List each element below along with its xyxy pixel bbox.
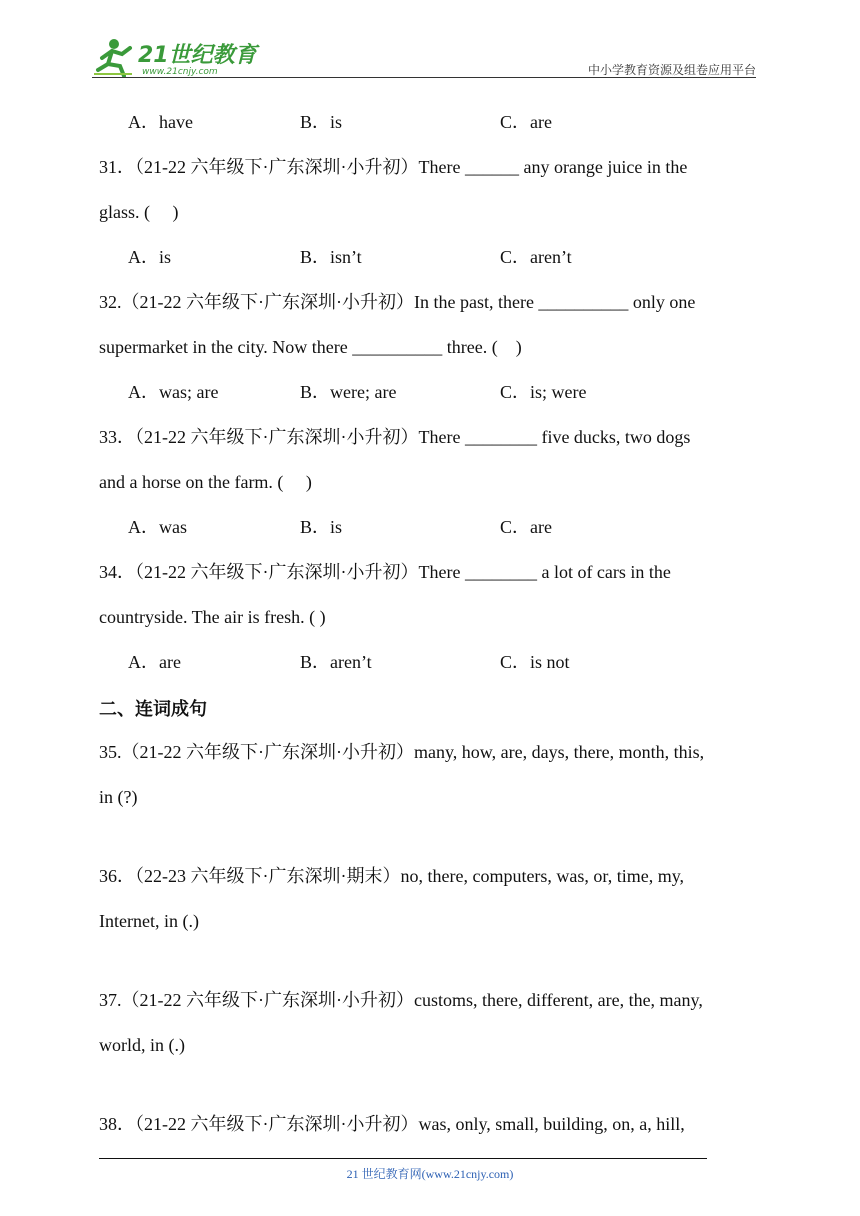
q31-option-a: A．is — [128, 247, 172, 267]
q31-line-2: glass. ( ) — [99, 202, 179, 222]
q34-line-1: 34．（21-22 六年级下·广东深圳·小升初）There ________ a lot of cars in the — [99, 562, 671, 582]
footer-divider — [99, 1158, 707, 1159]
logo — [92, 36, 262, 78]
q34-option-a: A．are — [128, 652, 181, 672]
q38-line-1: 38．（21-22 六年级下·广东深圳·小升初）was, only, small, building, on, a, hill, — [99, 1114, 685, 1134]
q34-line-2: countryside. The air is fresh. ( ) — [99, 607, 326, 627]
q35-line-1: 35.（21-22 六年级下·广东深圳·小升初）many, how, are, days, there, month, this, — [99, 742, 705, 762]
q33-option-a: A．was — [128, 517, 187, 537]
q31-option-b: B．isn’t — [300, 247, 362, 267]
q34-option-c: C．is not — [500, 652, 570, 672]
q33-option-b: B．is — [300, 517, 343, 537]
q31-line-1: 31．（21-22 六年级下·广东深圳·小升初）There ______ any orange juice in the — [99, 157, 688, 177]
q30-option-a: A．have — [128, 112, 193, 132]
header-divider — [92, 77, 756, 78]
logo-runner-icon — [92, 36, 262, 78]
q33-line-2: and a horse on the farm. ( ) — [99, 472, 312, 492]
q31-option-c: C．aren’t — [500, 247, 572, 267]
q35-line-2: in (?) — [99, 787, 138, 807]
q36-line-1: 36．（22-23 六年级下·广东深圳·期末）no, there, computers, was, or, time, my, — [99, 866, 685, 886]
q32-option-b: B．were; are — [300, 382, 397, 402]
q30-option-b: B．is — [300, 112, 343, 132]
header-platform-title: 中小学教育资源及组卷应用平台 — [587, 63, 756, 77]
q36-line-2: Internet, in (.) — [99, 911, 199, 931]
q34-option-b: B．aren’t — [300, 652, 372, 672]
q32-option-a: A．was; are — [128, 382, 219, 402]
q32-line-1: 32.（21-22 六年级下·广东深圳·小升初）In the past, there __________ only one — [99, 292, 696, 312]
svg-text:21世纪教育: 21世纪教育 — [138, 43, 257, 68]
q33-line-1: 33．（21-22 六年级下·广东深圳·小升初）There ________ five ducks, two dogs — [99, 427, 691, 447]
section-title: 二、连词成句 — [99, 699, 207, 720]
q32-option-c: C．is; were — [500, 382, 587, 402]
q37-line-2: world, in (.) — [99, 1035, 185, 1055]
q30-option-c: C．are — [500, 112, 552, 132]
q33-option-c: C．are — [500, 517, 552, 537]
svg-text:www.21cnjy.com: www.21cnjy.com — [142, 67, 218, 77]
q32-line-2: supermarket in the city. Now there __________ three. ( ) — [99, 337, 522, 357]
q37-line-1: 37.（21-22 六年级下·广东深圳·小升初）customs, there, different, are, the, many, — [99, 990, 703, 1010]
footer-link[interactable]: 21 世纪教育网(www.21cnjy.com) — [346, 1167, 514, 1181]
